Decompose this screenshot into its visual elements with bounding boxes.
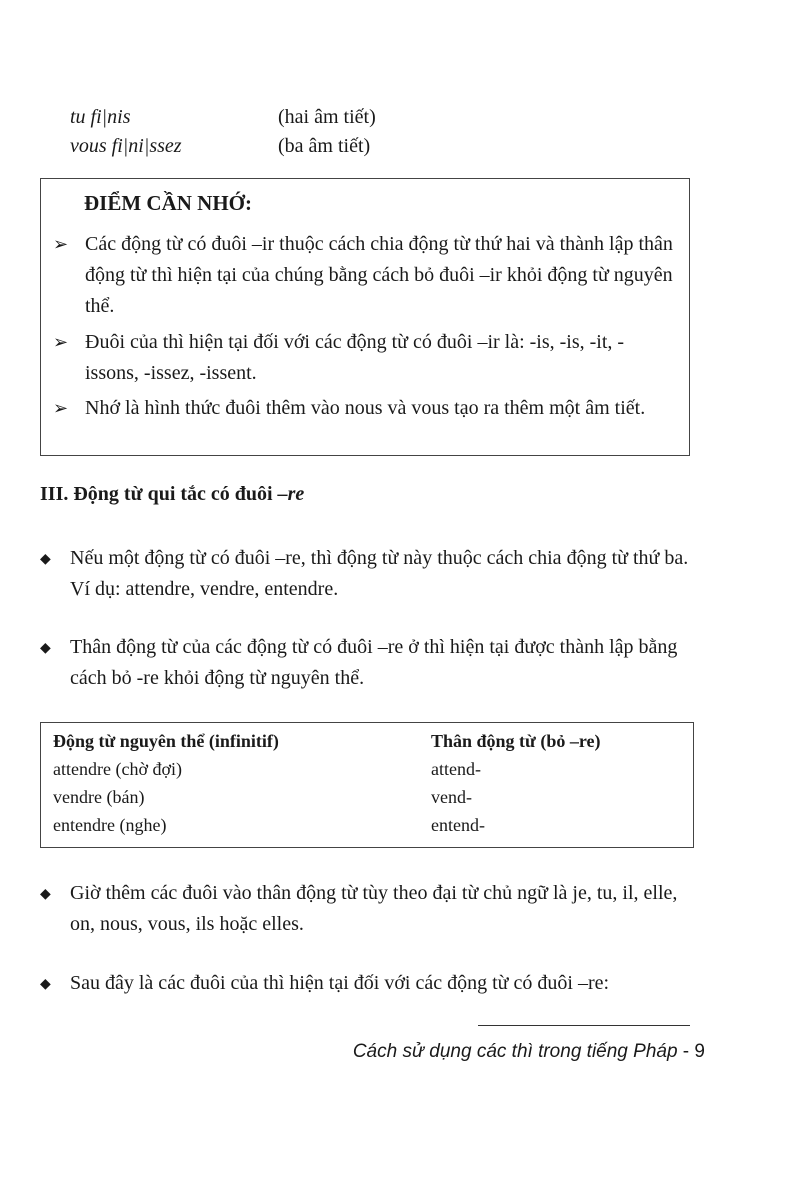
table-header-row	[53, 727, 601, 755]
table-cell-stem: vend-	[431, 786, 472, 807]
footer-separator: -	[677, 1041, 695, 1062]
table-row	[53, 755, 601, 783]
syllable-example	[70, 135, 370, 158]
bullet-text: Sau đây là các đuôi của thì hiện tại đối với các động từ có đuôi –re:	[70, 972, 610, 994]
syllable-count: (hai âm tiết)	[278, 106, 376, 128]
bullet-item	[40, 543, 690, 605]
table-header-infinitive: Động từ nguyên thể (infinitif)	[53, 730, 279, 751]
book-title: Cách sử dụng các thì trong tiếng Pháp	[352, 1041, 678, 1062]
diamond-bullet-icon: ◆	[40, 641, 51, 656]
syllable-count: (ba âm tiết)	[278, 135, 371, 157]
table-cell-infinitive: attendre (chờ đợi)	[53, 758, 182, 779]
section-heading-suffix: –re	[277, 483, 305, 505]
bullet-item	[40, 632, 690, 694]
bullet-item	[40, 878, 690, 940]
key-point-text: Nhớ là hình thức đuôi thêm vào nous và vous tạo ra thêm một âm tiết.	[85, 397, 646, 419]
diamond-bullet-icon: ◆	[40, 977, 51, 992]
arrow-bullet-icon: ➢	[53, 398, 69, 418]
table-cell-stem: attend-	[431, 758, 481, 779]
key-point-text: Đuôi của thì hiện tại đối với các động từ có đuôi –ir là: -is, -is, -it, -issons, -issez, -issent.	[85, 331, 625, 384]
diamond-bullet-icon: ◆	[40, 887, 51, 902]
footer-divider	[478, 1025, 690, 1026]
arrow-bullet-icon: ➢	[53, 234, 69, 254]
page-footer	[353, 1041, 705, 1063]
syllable-word: tu fi|nis	[70, 106, 131, 128]
key-point-item	[53, 393, 675, 424]
bullet-item	[40, 968, 690, 1000]
diamond-bullet-icon: ◆	[40, 552, 51, 567]
key-point-item	[53, 229, 675, 322]
key-points-title: ĐIỂM CẦN NHỚ:	[84, 191, 252, 215]
table-row	[53, 811, 601, 839]
section-heading-text: III. Động từ qui tắc có đuôi	[40, 483, 278, 505]
arrow-bullet-icon: ➢	[53, 332, 69, 352]
table-cell-infinitive: vendre (bán)	[53, 786, 145, 807]
table-header-stem: Thân động từ (bỏ –re)	[431, 730, 601, 751]
verb-stem-table	[40, 722, 694, 848]
table-row	[53, 783, 601, 811]
key-point-item	[53, 327, 675, 389]
section-heading	[40, 483, 304, 506]
page-number: 9	[694, 1041, 705, 1062]
key-point-text: Các động từ có đuôi –ir thuộc cách chia động từ thứ hai và thành lập thân động từ thì hiện tại của chúng bằng cách bỏ đuôi –ir khỏi động từ nguyên thể.	[85, 233, 673, 317]
syllable-word: vous fi|ni|ssez	[70, 135, 182, 157]
bullet-text: Nếu một động từ có đuôi –re, thì động từ này thuộc cách chia động từ thứ ba. Ví dụ: attendre, vendre, entendre.	[70, 547, 689, 600]
key-points-box	[40, 178, 690, 456]
table-cell-infinitive: entendre (nghe)	[53, 814, 167, 835]
bullet-text: Giờ thêm các đuôi vào thân động từ tùy theo đại từ chủ ngữ là je, tu, il, elle, on, nous, vous, ils hoặc elles.	[70, 882, 678, 935]
table-cell-stem: entend-	[431, 814, 485, 835]
syllable-example	[70, 106, 376, 129]
bullet-text: Thân động từ của các động từ có đuôi –re ở thì hiện tại được thành lập bằng cách bỏ -re khỏi động từ nguyên thể.	[70, 636, 678, 689]
